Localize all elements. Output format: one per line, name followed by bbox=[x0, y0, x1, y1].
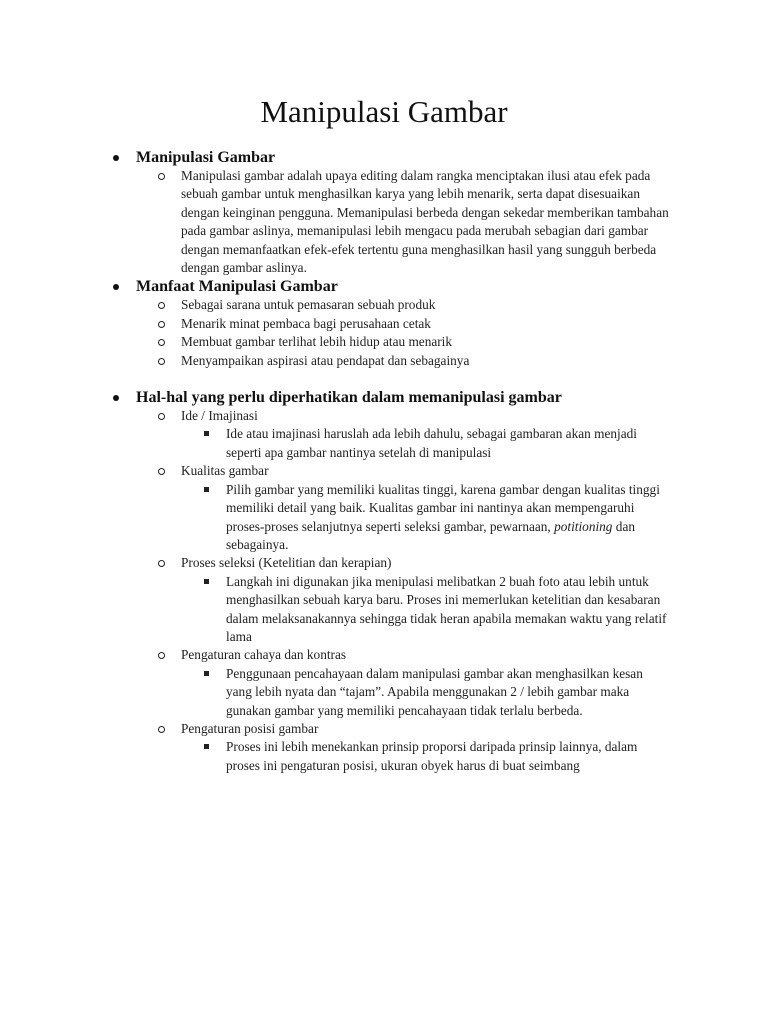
bullet-circle-icon bbox=[158, 358, 165, 365]
bullet-square-icon bbox=[204, 744, 209, 749]
bullet-square-icon bbox=[204, 671, 209, 676]
list-item-text: Manipulasi gambar adalah upaya editing dalam rangka menciptakan ilusi atau efek pada sebuah gambar untuk menghasilkan karya yang lebih menarik, serta dapat disesuaikan dengan keinginan pengguna. Memanipulasi berbeda dengan sekedar memberikan tambahan pada gambar aslinya, memanipulasi lebih mengacu pada merubah sebagian dari gambar dengan memanfaatkan efek-efek tertentu guna menghasilkan hasil yang sungguh berbeda dengan gambar aslinya. bbox=[181, 168, 669, 276]
section-heading bbox=[0, 388, 768, 407]
section-manipulasi-gambar bbox=[0, 148, 768, 277]
sub-list-item bbox=[0, 738, 768, 775]
spacer bbox=[0, 370, 768, 388]
list-item bbox=[0, 720, 768, 738]
list-item-text: Ide / Imajinasi bbox=[181, 408, 258, 424]
list-item bbox=[0, 352, 768, 370]
bullet-disc-icon bbox=[113, 155, 119, 161]
bullet-circle-icon bbox=[158, 339, 165, 346]
list-item bbox=[0, 646, 768, 664]
sub-list-item-text: Proses ini lebih menekankan prinsip proporsi daripada prinsip lainnya, dalam proses ini pengaturan posisi, ukuran obyek harus di buat seimbang bbox=[226, 739, 638, 773]
sub-list-item-text: Penggunaan pencahayaan dalam manipulasi gambar akan menghasilkan kesan yang lebih nyata dan “tajam”. Apabila menggunakan 2 / lebih gambar maka gunakan gambar yang memiliki pencahayaan tidak terlalu berbeda. bbox=[226, 665, 643, 718]
list-item-text: Menarik minat pembaca bagi perusahaan cetak bbox=[181, 315, 431, 331]
bullet-circle-icon bbox=[158, 560, 165, 567]
sub-list-item-emphasis: potitioning bbox=[554, 518, 613, 534]
bullet-circle-icon bbox=[158, 652, 165, 659]
sub-list-item-text-pre: Pilih gambar yang memiliki kualitas tinggi, karena gambar dengan kualitas tinggi memiliki detail yang baik. Kualitas gambar ini nantinya akan mempengaruhi proses-proses selanjutnya seperti seleksi gambar, pewarnaan, bbox=[226, 481, 660, 534]
bullet-circle-icon bbox=[158, 468, 165, 475]
bullet-square-icon bbox=[204, 579, 209, 584]
list-item-text: Pengaturan cahaya dan kontras bbox=[181, 647, 347, 663]
list-item bbox=[0, 462, 768, 480]
section-heading-text: Manipulasi Gambar bbox=[136, 149, 276, 166]
sub-list-item bbox=[0, 425, 768, 462]
list-item-text: Proses seleksi (Ketelitian dan kerapian) bbox=[181, 555, 392, 571]
list-item bbox=[0, 333, 768, 351]
list-item bbox=[0, 554, 768, 572]
bullet-square-icon bbox=[204, 487, 209, 492]
section-hal-hal bbox=[0, 388, 768, 775]
list-item-text: Menyampaikan aspirasi atau pendapat dan sebagainya bbox=[181, 352, 470, 368]
list-item bbox=[0, 296, 768, 314]
bullet-circle-icon bbox=[158, 413, 165, 420]
sub-list-item bbox=[0, 665, 768, 720]
list-item bbox=[0, 167, 768, 277]
list-item-text: Pengaturan posisi gambar bbox=[181, 720, 319, 736]
section-heading-text: Manfaat Manipulasi Gambar bbox=[136, 278, 338, 296]
document-body bbox=[0, 148, 768, 775]
bullet-disc-icon bbox=[113, 395, 119, 401]
bullet-circle-icon bbox=[158, 173, 165, 180]
section-heading bbox=[0, 277, 768, 296]
list-item-text: Membuat gambar terlihat lebih hidup atau menarik bbox=[181, 334, 453, 350]
list-item bbox=[0, 407, 768, 425]
list-item bbox=[0, 315, 768, 333]
list-item-text: Kualitas gambar bbox=[181, 463, 269, 479]
bullet-square-icon bbox=[204, 431, 209, 436]
bullet-circle-icon bbox=[158, 302, 165, 309]
list-item-text: Sebagai sarana untuk pemasaran sebuah produk bbox=[181, 297, 436, 313]
sub-list-item-text-post: dan sebagainya. bbox=[226, 518, 635, 552]
section-heading-text: Hal-hal yang perlu diperhatikan dalam memanipulasi gambar bbox=[136, 389, 562, 407]
sub-list-item bbox=[0, 481, 768, 555]
bullet-circle-icon bbox=[158, 321, 165, 328]
section-heading bbox=[0, 148, 768, 167]
section-manfaat bbox=[0, 277, 768, 370]
bullet-disc-icon bbox=[113, 284, 119, 290]
page-title: Manipulasi Gambar bbox=[260, 94, 508, 129]
sub-list-item-text: Langkah ini digunakan jika menipulasi melibatkan 2 buah foto atau lebih untuk menghasilkan sebuah karya baru. Proses ini memerlukan ketelitian dan kesabaran dalam melaksanakannya sehingga tidak heran apabila memakan waktu yang relatif lama bbox=[226, 573, 667, 644]
bullet-circle-icon bbox=[158, 726, 165, 733]
sub-list-item bbox=[0, 573, 768, 647]
sub-list-item-text: Ide atau imajinasi haruslah ada lebih dahulu, sebagai gambaran akan menjadi seperti apa gambar nantinya setelah di manipulasi bbox=[226, 426, 637, 460]
